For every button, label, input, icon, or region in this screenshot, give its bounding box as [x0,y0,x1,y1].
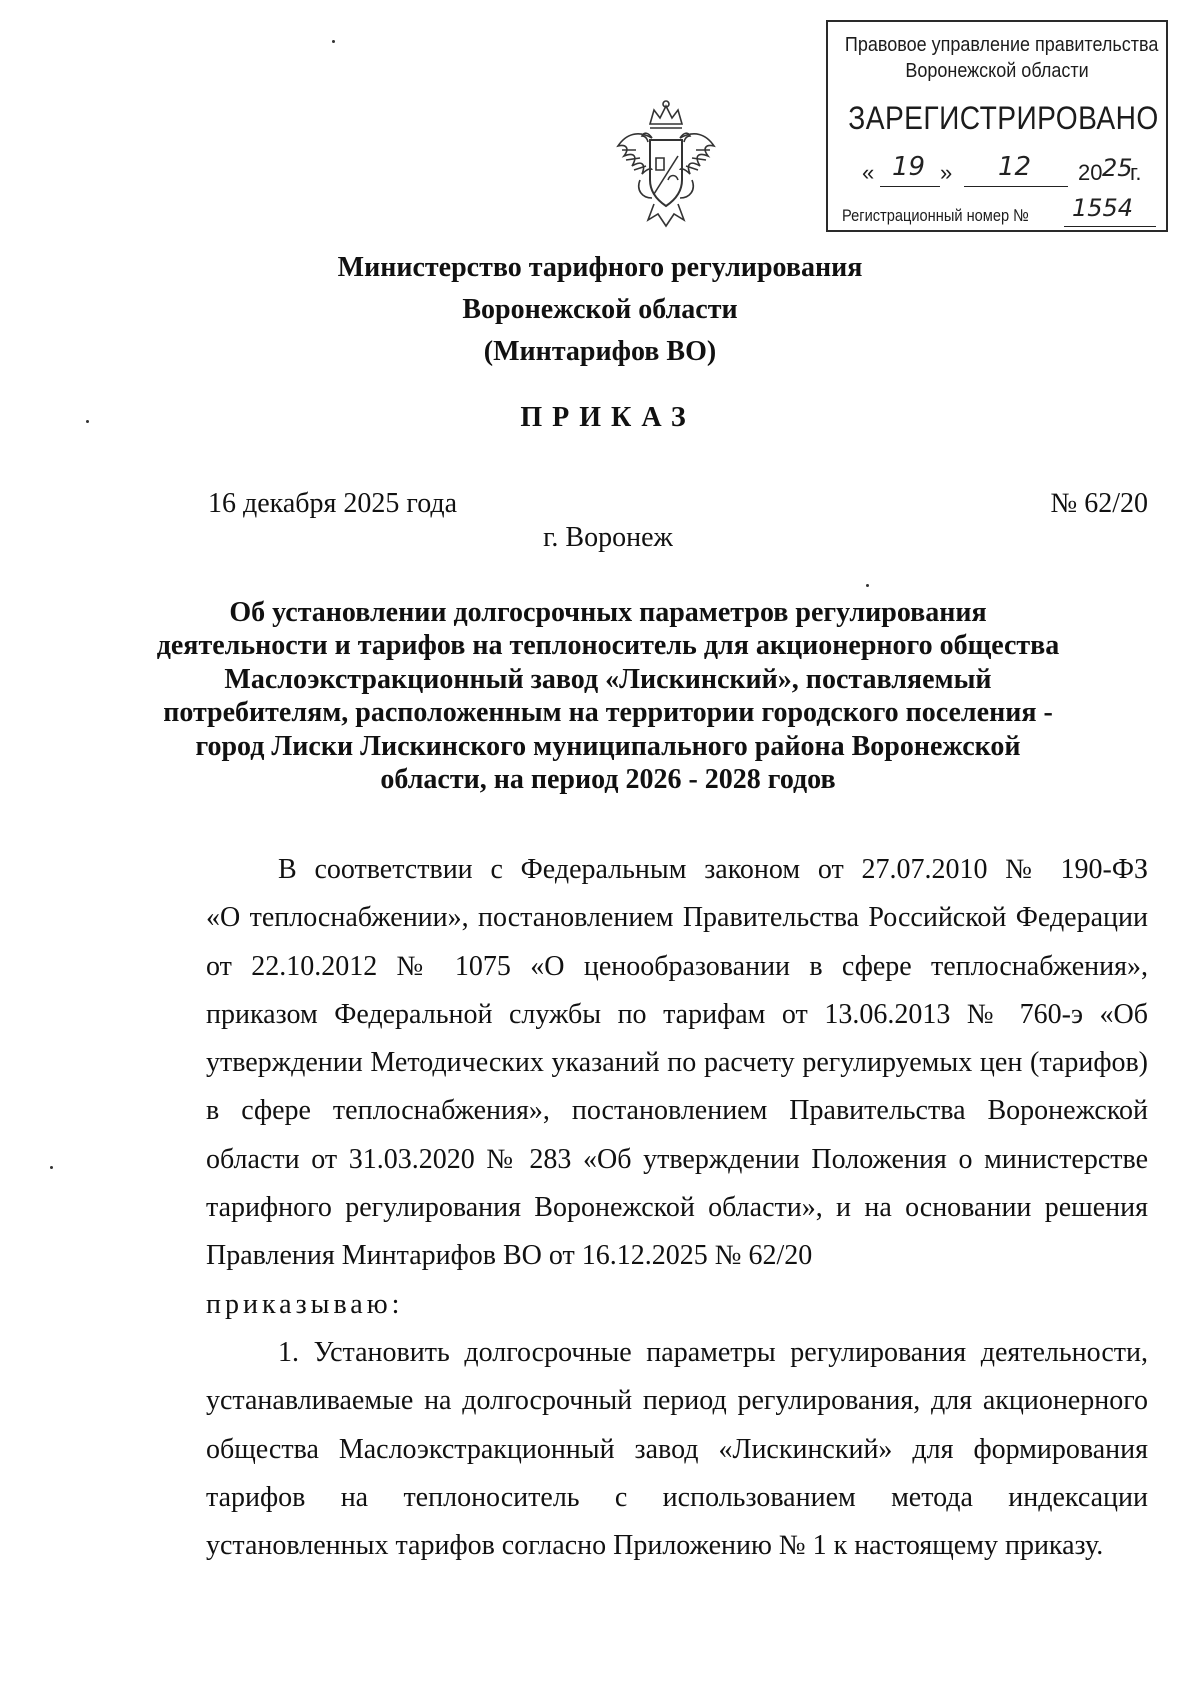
stamp-date-month: 12 [998,152,1032,182]
subject-line: деятельности и тарифов на теплоноситель для акционерного общества [156,630,1060,662]
order-body [206,846,1148,1570]
subject-line: потребителям, расположенным на территории городского поселения - [163,697,1053,729]
stamp-number-value: 1554 [1072,194,1134,222]
item-1-line: тарифов на теплоноситель с использованием метода индексации [206,1481,1148,1513]
stamp-date [862,152,1150,190]
stamp-month-underline [964,186,1068,187]
item-1-line: 1. Установить долгосрочные параметры регулирования деятельности, [278,1336,1148,1368]
stamp-department-line1: Правовое управление правительства [844,34,1159,56]
stamp-number-label: Регистрационный номер № [842,206,1029,225]
order-city: г. Воронеж [543,522,673,553]
item-1-line: общества Маслоэкстракционный завод «Лискинский» для формирования [206,1433,1148,1465]
item-1-line: установленных тарифов согласно Приложению № 1 к настоящему приказу. [206,1530,1104,1562]
stamp-department-line2: Воронежской области [905,60,1089,82]
stamp-date-day: 19 [892,152,926,182]
stamp-date-year-unit: г. [1130,160,1142,185]
stamp-registration-number [842,194,1156,228]
preamble-line: В соответствии с Федеральным законом от 27.07.2010 № 190-ФЗ [278,854,1148,885]
order-directive-word: приказываю: [206,1288,404,1320]
coat-of-arms-emblem [612,98,720,230]
ministry-name-line2: Воронежской области [462,294,738,325]
stamp-date-open-quote: « [862,160,875,185]
preamble-line: в сфере теплоснабжения», постановлением Правительства Воронежской [206,1095,1148,1127]
ministry-abbreviation: (Минтарифов ВО) [483,336,717,367]
stamp-status: ЗАРЕГИСТРИРОВАНО [848,100,1159,136]
preamble-line: тарифного регулирования Воронежской области», и на основании решения [206,1192,1148,1224]
preamble-line: области от 31.03.2020 № 283 «Об утверждении Положения о министерстве [206,1143,1148,1175]
scan-speck [332,40,335,43]
stamp-date-year-suffix: 25 [1102,154,1133,182]
order-number: № 62/20 [1050,488,1148,519]
preamble-line: утверждении Методических указаний по расчету регулируемых цен (тарифов) [206,1047,1148,1079]
subject-line: Маслоэкстракционный завод «Лискинский», поставляемый [224,663,992,695]
preamble-line: приказом Федеральной службы по тарифам от 13.06.2013 № 760-э «Об [206,998,1148,1030]
stamp-day-underline [880,186,940,187]
subject-line: город Лиски Лискинского муниципального района Воронежской [195,730,1021,762]
item-1-line: устанавливаемые на долгосрочный период регулирования, для акционерного [206,1385,1148,1417]
order-subject-heading [150,596,1066,796]
scan-speck [866,584,869,587]
preamble-line: «О теплоснабжении», постановлением Правительства Российской Федерации [206,902,1148,934]
stamp-date-year-prefix: 20 [1078,160,1103,185]
subject-line: Об установлении долгосрочных параметров регулирования [229,597,987,628]
ministry-name-line1: Министерство тарифного регулирования [337,252,863,283]
subject-line: области, на период 2026 - 2028 годов [380,764,836,796]
order-date: 16 декабря 2025 года [208,488,458,519]
stamp-date-close-quote: » [940,160,953,185]
document-type-title: ПРИКАЗ [520,402,696,433]
preamble-line: Правления Минтарифов ВО от 16.12.2025 № 62/20 [206,1240,813,1272]
preamble-line: от 22.10.2012 № 1075 «О ценообразовании в сфере теплоснабжения», [206,950,1148,982]
registration-stamp [826,20,1168,232]
stamp-number-underline [1064,226,1156,227]
scan-speck [50,1166,53,1169]
